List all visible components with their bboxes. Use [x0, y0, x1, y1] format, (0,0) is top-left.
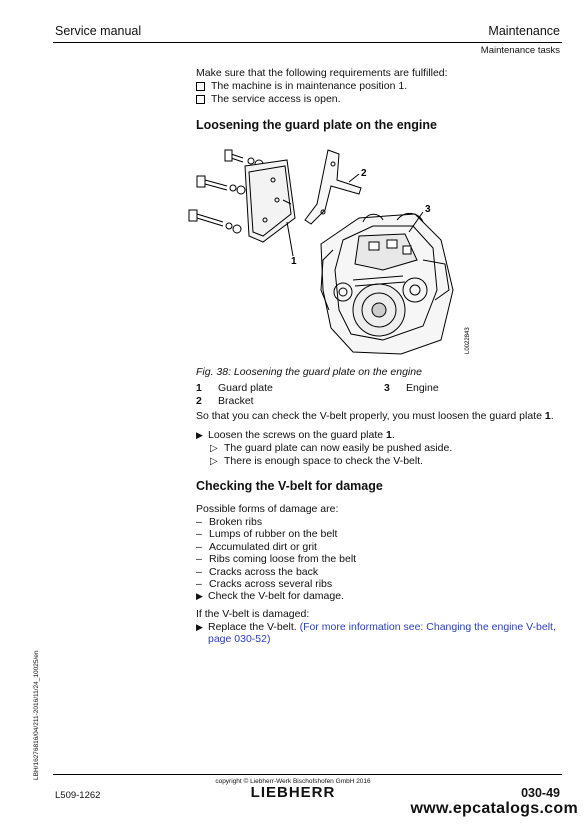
cross-reference-link[interactable]: (For more information see: Changing the engine V-belt, — [299, 620, 556, 633]
damage-list — [196, 503, 356, 591]
header-section: Maintenance — [488, 24, 560, 38]
figure-code: L0022843 — [465, 327, 471, 354]
requirement-text: The service access is open. — [211, 93, 341, 105]
result-arrow-icon: ▷ — [210, 442, 218, 454]
list-item: – Accumulated dirt or grit — [196, 540, 317, 553]
instruction-step: ▶ Loosen the screws on the guard plate 1. — [196, 429, 395, 441]
step-arrow-icon: ▶ — [196, 621, 203, 632]
footer-divider — [53, 774, 562, 775]
requirement-item — [196, 93, 448, 106]
legend-item: 3 Engine — [384, 382, 439, 394]
condition-text: If the V-belt is damaged: — [196, 608, 310, 620]
brand-logo: LIEBHERR — [250, 784, 336, 801]
instruction-steps — [196, 429, 452, 469]
figure-legend — [196, 382, 273, 408]
legend-item: 1 Guard plate — [196, 382, 273, 394]
result-arrow-icon: ▷ — [210, 456, 218, 467]
section-heading: Checking the V-belt for damage — [196, 479, 383, 493]
watermark: www.epcatalogs.com — [410, 800, 578, 817]
step-result: ▷ The guard plate can now easily be pushed aside. — [210, 441, 453, 454]
engine-illustration — [183, 140, 473, 358]
header-subsection: Maintenance tasks — [480, 45, 560, 56]
list-item: – Ribs coming loose from the belt — [196, 553, 357, 565]
list-item: – Cracks across several ribs — [196, 578, 333, 590]
footer-doc-id: L509-1262 — [55, 790, 101, 801]
requirements-intro: Make sure that the following requirements are fulfilled: — [196, 67, 448, 79]
checkbox-icon — [196, 82, 205, 91]
step-result: ▷ There is enough space to check the V-belt. — [210, 455, 424, 467]
figure-callout: 1 — [291, 256, 297, 267]
checkbox-icon — [196, 95, 205, 104]
list-item: – Broken ribs — [196, 515, 263, 528]
page-number: 030-49 — [521, 786, 560, 800]
header-title: Service manual — [55, 24, 142, 38]
footer-copyright: copyright © Liebherr-Werk Bischofshofen GmbH 2016 — [215, 778, 371, 785]
list-item: – Lumps of rubber on the belt — [196, 528, 338, 540]
bolt-icon — [197, 176, 245, 194]
legend-item: 2 Bracket — [196, 395, 254, 407]
step-arrow-icon: ▶ — [196, 430, 203, 440]
section-heading: Loosening the guard plate on the engine — [196, 118, 437, 132]
cross-reference-link[interactable]: page 030-52) — [208, 633, 271, 645]
damage-action — [196, 608, 556, 646]
figure-caption: Fig. 38: Loosening the guard plate on the engine — [196, 366, 422, 378]
requirements — [196, 67, 448, 106]
figure-callout: 2 — [361, 168, 367, 179]
bolt-icon — [189, 210, 241, 233]
engine-figure — [183, 140, 473, 358]
requirement-item — [196, 80, 448, 93]
header-divider — [53, 42, 562, 43]
figure-callout: 3 — [425, 204, 431, 215]
body-paragraph: So that you can check the V-belt properly, you must loosen the guard plate 1. — [196, 410, 554, 422]
requirement-text: The machine is in maintenance position 1. — [211, 80, 408, 92]
step-arrow-icon: ▶ — [196, 591, 203, 601]
instruction-step: ▶ Check the V-belt for damage. — [196, 590, 344, 602]
damage-intro: Possible forms of damage are: — [196, 503, 339, 515]
list-item: – Cracks across the back — [196, 565, 319, 578]
sidebar-document-code: LBH/16276816/04/211-2016/11/24_10025/en — [33, 650, 40, 780]
instruction-step: ▶ Replace the V-belt. (For more information see: Changing the engine V-belt, — [196, 620, 556, 633]
